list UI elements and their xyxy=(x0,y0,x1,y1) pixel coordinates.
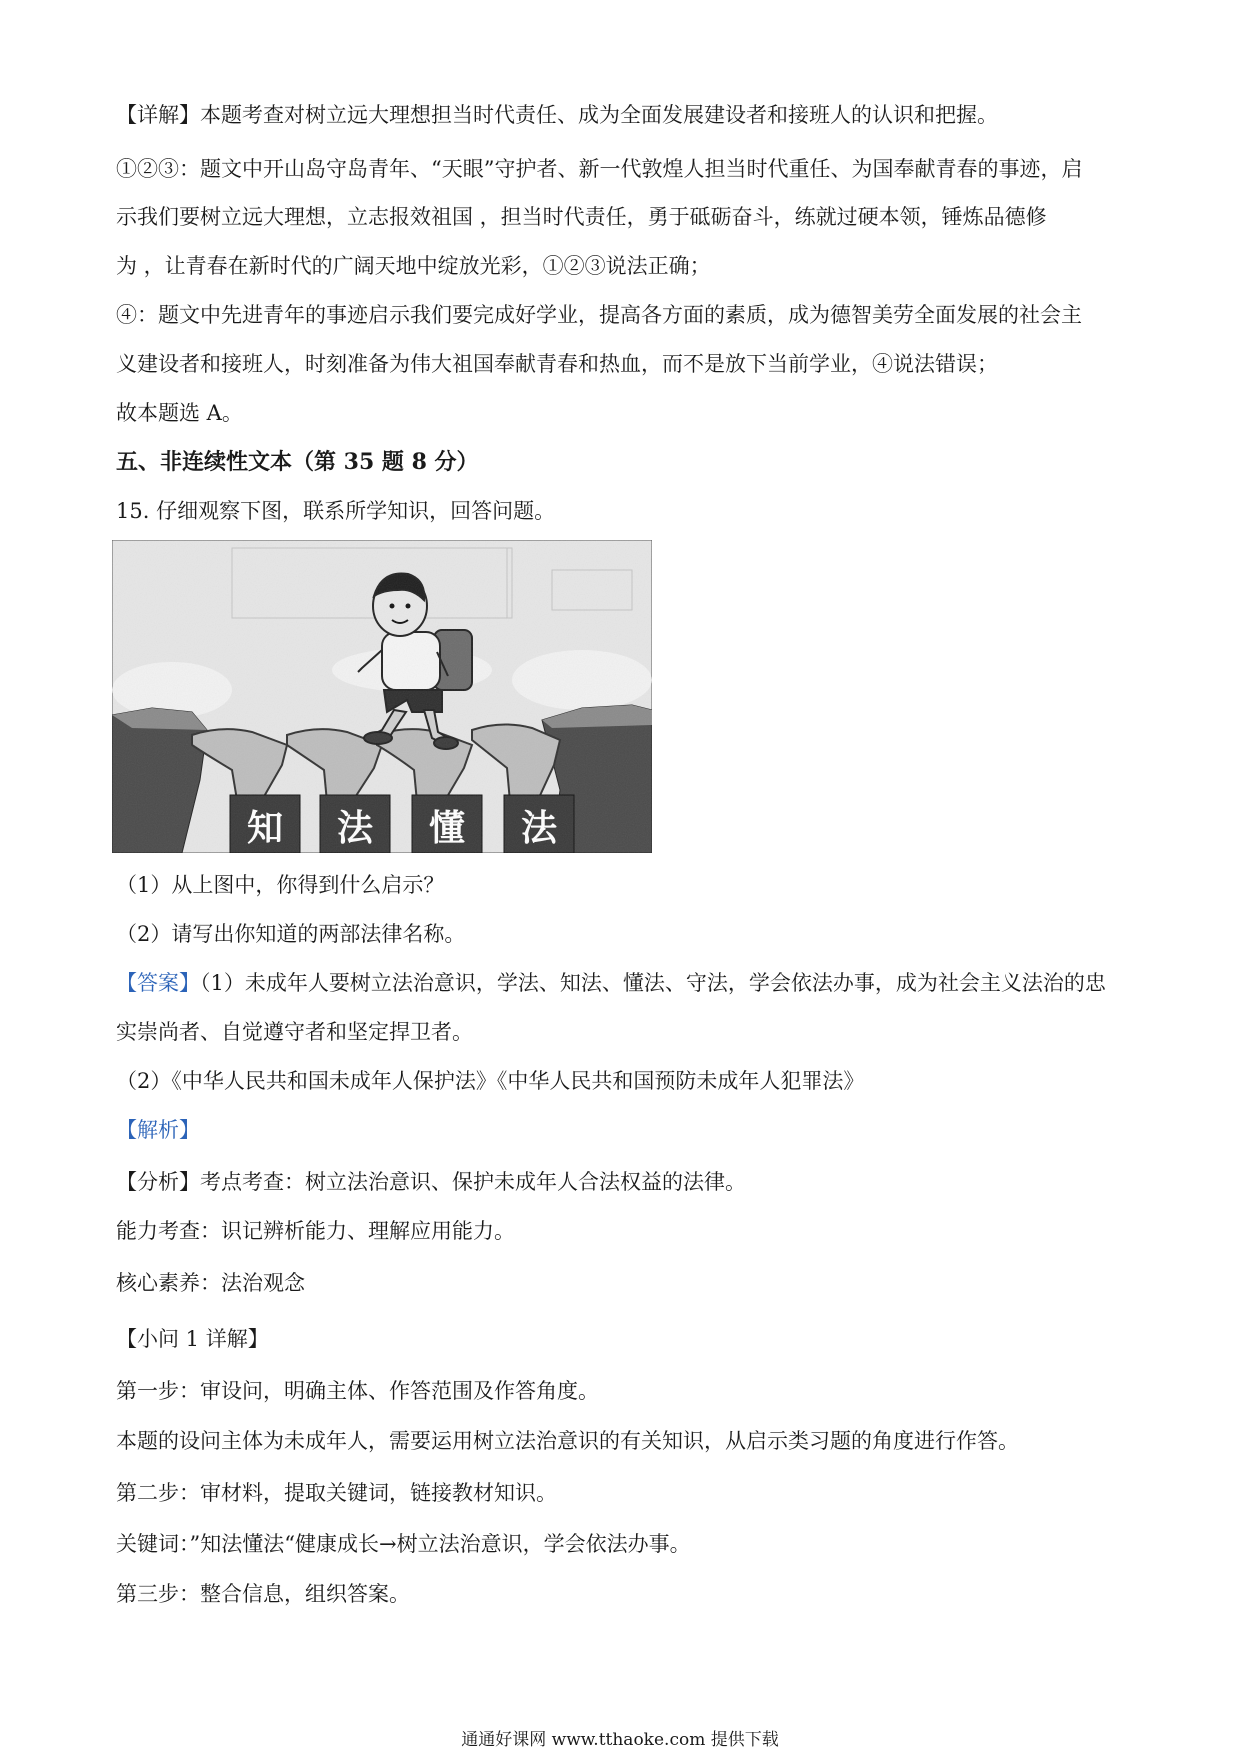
analysis-line-9: 第三步：整合信息，组织答案。 xyxy=(116,1582,410,1606)
detail-line-1: 【详解】本题考查对树立远大理想担当时代责任、成为全面发展建设者和接班人的认识和把握。 xyxy=(116,103,998,127)
detail-line-5: ④：题文中先进青年的事迹启示我们要完成好学业，提高各方面的素质，成为德智美劳全面发展的社会主 xyxy=(116,303,1082,327)
analysis-line-3: 核心素养：法治观念 xyxy=(116,1271,305,1295)
section-heading: 五、非连续性文本（第 35 题 8 分） xyxy=(116,449,479,475)
answer-line-2: 实崇尚者、自觉遵守者和坚定捍卫者。 xyxy=(116,1020,473,1044)
analysis-line-6: 本题的设问主体为未成年人，需要运用树立法治意识的有关知识，从启示类习题的角度进行作答。 xyxy=(116,1429,1019,1453)
analysis-tag: 【解析】 xyxy=(116,1118,200,1142)
analysis-line-5: 第一步：审设问，明确主体、作答范围及作答角度。 xyxy=(116,1379,599,1403)
cartoon-illustration xyxy=(112,540,652,853)
cartoon-figure xyxy=(112,540,652,853)
answer-line-3: （2）《中华人民共和国未成年人保护法》《中华人民共和国预防未成年人犯罪法》 xyxy=(116,1069,865,1093)
sub-question-1: （1）从上图中，你得到什么启示？ xyxy=(116,873,445,897)
question-15: 15. 仔细观察下图，联系所学知识，回答问题。 xyxy=(116,499,556,523)
analysis-line-2: 能力考查：识记辨析能力、理解应用能力。 xyxy=(116,1219,515,1243)
detail-line-3: 示我们要树立远大理想，立志报效祖国 ，担当时代责任，勇于砥砺奋斗，练就过硬本领，锤炼品德修 xyxy=(116,205,1047,229)
analysis-line-4: 【小问 1 详解】 xyxy=(116,1327,269,1351)
analysis-line-1: 【分析】考点考查：树立法治意识、保护未成年人合法权益的法律。 xyxy=(116,1170,746,1194)
detail-line-7: 故本题选 A。 xyxy=(116,401,243,425)
detail-line-6: 义建设者和接班人，时刻准备为伟大祖国奉献青春和热血，而不是放下当前学业，④说法错误； xyxy=(116,352,998,376)
answer-1-text: （1）未成年人要树立法治意识，学法、知法、懂法、守法，学会依法办事，成为社会主义法治的忠 xyxy=(200,971,1106,995)
detail-line-2: ①②③：题文中开山岛守岛青年、“天眼”守护者、新一代敦煌人担当时代重任、为国奉献青春的事迹，启 xyxy=(116,157,1083,181)
detail-line-4: 为 ，让青春在新时代的广阔天地中绽放光彩，①②③说法正确； xyxy=(116,254,711,278)
analysis-line-8: 关键词：”知法懂法“健康成长→树立法治意识，学会依法办事。 xyxy=(116,1532,691,1556)
answer-tag: 【答案】 xyxy=(116,971,200,995)
answer-line-1 xyxy=(116,968,1106,998)
analysis-line-7: 第二步：审材料，提取关键词，链接教材知识。 xyxy=(116,1481,557,1505)
sub-question-2: （2）请写出你知道的两部法律名称。 xyxy=(116,922,466,946)
page-footer: 通通好课网 www.tthaoke.com 提供下载 xyxy=(461,1730,779,1750)
